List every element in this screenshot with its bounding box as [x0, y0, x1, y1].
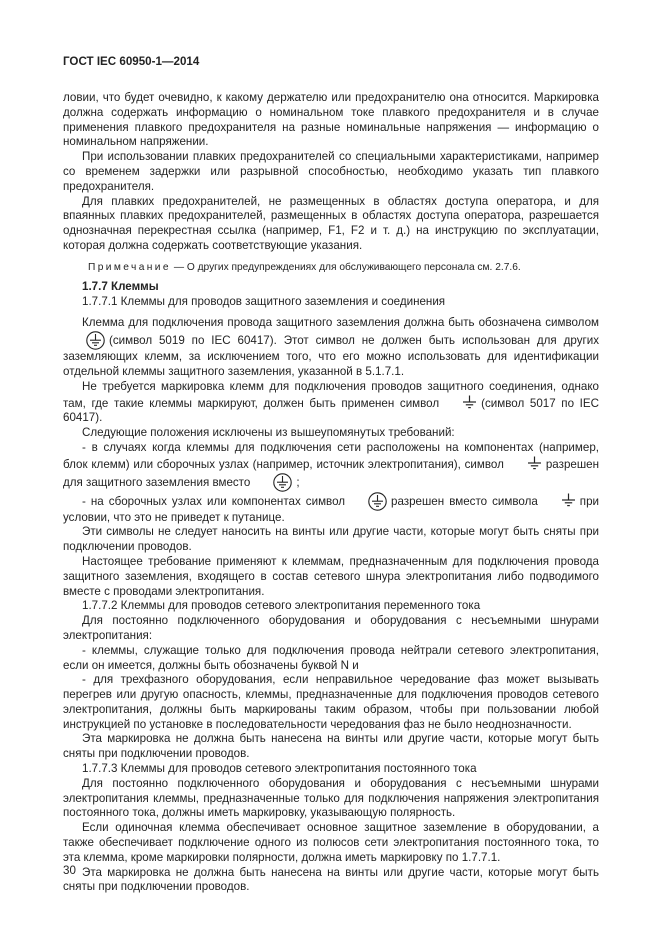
earth-ground-symbol-icon	[508, 456, 542, 470]
paragraph-text: - в случаях когда клеммы для подключения сети расположены на компонентах (например, блок клемм) или сборочных узлах (например, источник электропитания), символ	[63, 440, 599, 471]
paragraph	[63, 525, 599, 555]
heading-text: 1.7.7.2 Клеммы для проводов сетевого электропитания переменного тока	[82, 599, 481, 613]
note-label: Примечание	[88, 261, 171, 273]
clause-heading	[63, 280, 599, 295]
clause-heading	[63, 762, 599, 777]
paragraph-text: ;	[296, 475, 300, 489]
paragraph	[63, 380, 599, 426]
paragraph-text: Если одиночная клемма обеспечивает основное защитное заземление в оборудовании, а также обеспечивает подключение одного из полюсов сети электропитания постоянного тока, то эта клемма, кроме маркировки полярности, должна иметь маркировку по 1.7.7.1.	[63, 821, 599, 864]
paragraph-text: Для постоянно подключенного оборудования и оборудования с несъемными шнурами электропитания клеммы, предназначенные только для подключения напряжения электропитания постоянного тока, должны иметь маркировку, указывающую полярность.	[63, 776, 599, 820]
paragraph	[63, 555, 599, 599]
paragraph	[63, 821, 599, 865]
paragraph	[63, 316, 599, 379]
paragraph	[63, 91, 599, 150]
text-block	[63, 55, 599, 895]
paragraph-text: Для постоянно подключенного оборудования и оборудования с несъемными шнурами электропитания:	[63, 614, 599, 642]
paragraph-text: при условии, что это не приведет к путанице.	[63, 494, 599, 524]
paragraph-text: (символ 5019 по IEC 60417). Этот символ не должен быть использован для других заземляющих клемм, за исключением того, что его можно использовать для идентификации отдельной клеммы защитного заземления, указанной в 5.1.7.1.	[63, 334, 599, 378]
paragraph	[63, 492, 599, 526]
paragraph-text: разрешен для защитного заземления вместо	[63, 457, 599, 489]
note-text: — О других предупреждениях для обслуживающего персонала см. 2.7.6.	[173, 261, 521, 273]
paragraph	[63, 673, 599, 732]
note	[63, 261, 599, 274]
paragraph	[63, 777, 599, 821]
paragraph-text: Эта маркировка не должна быть нанесена на винты или другие части, которые могут быть сняты при подключении проводов.	[63, 865, 599, 894]
paragraph	[63, 866, 599, 896]
paragraph	[63, 150, 599, 194]
protective-earth-symbol-icon	[349, 492, 387, 511]
paragraph	[63, 426, 599, 441]
running-header: ГОСТ IEC 60950-1—2014	[63, 55, 200, 68]
paragraph-text: (символ 5017 по IEC 60417).	[63, 396, 599, 425]
heading-text: 1.7.7.1 Клеммы для проводов защитного заземления и соединения	[82, 294, 446, 308]
paragraph-text: Следующие положения исключены из вышеупомянутых требований:	[82, 426, 455, 440]
paragraph	[63, 441, 599, 492]
paragraph-text: При использовании плавких предохранителей со специальными характеристиками, например со временем задержки или разрывной способностью, необходимо указать тип плавкого предохранителя.	[63, 150, 599, 193]
page-number: 30	[63, 864, 76, 877]
protective-earth-symbol-icon	[254, 473, 292, 492]
paragraph-text: разрешен вместо символа	[391, 494, 538, 508]
clause-heading	[63, 599, 599, 614]
earth-ground-symbol-icon	[542, 493, 576, 507]
paragraph	[63, 614, 599, 644]
paragraph	[63, 644, 599, 674]
protective-earth-symbol-icon	[67, 331, 105, 350]
paragraph-text: Клемма для подключения провода защитного заземления должна быть обозначена символом	[82, 316, 599, 330]
paragraph-text: - на сборочных узлах или компонентах символ	[82, 494, 346, 508]
heading-text: 1.7.7 Клеммы	[82, 279, 159, 293]
paragraph-text: Эти символы не следует наносить на винты или другие части, которые могут быть сняты при подключении проводов.	[63, 525, 599, 554]
paragraph-text: - для трехфазного оборудования, если неправильное чередование фаз может вызывать перегрев или другую опасность, клеммы, предназначенные для подключения проводов сетевого электропитания, должны быть маркированы таким образом, чтобы при пользовании любой инструкцией по установке в последовательности чередования фаз не было неоднозначности.	[63, 673, 599, 731]
heading-text: 1.7.7.3 Клеммы для проводов сетевого электропитания постоянного тока	[82, 762, 477, 776]
paragraph-text: Не требуется маркировка клемм для подключения проводов защитного соединения, однако там, где такие клеммы маркируют, должен быть применен символ	[63, 379, 599, 410]
earth-ground-symbol-icon	[443, 395, 477, 409]
clause-heading	[63, 295, 599, 310]
paragraph-text: Эта маркировка не должна быть нанесена на винты или другие части, которые могут быть сняты при подключении проводов.	[63, 732, 599, 761]
paragraph-text: Для плавких предохранителей, не размещенных в областях доступа оператора, и для впаянных плавких предохранителей, размещенных в областях доступа оператора, разрешается однозначная перекрестная ссылка (например, F1, F2 и т. д.) на инструкцию по эксплуатации, которая должна содержать соответствующие указания.	[63, 194, 599, 252]
paragraph-text: Настоящее требование применяют к клеммам, предназначенным для подключения провода защитного заземления, входящего в состав сетевого шнура электропитания либо подводимого вместе с проводами электропитания.	[63, 554, 599, 598]
paragraph	[63, 732, 599, 762]
paragraph-text: - клеммы, служащие только для подключения провода нейтрали сетевого электропитания, если он имеется, должны быть обозначены буквой N и	[63, 643, 599, 672]
paragraph	[63, 195, 599, 254]
paragraph-text: ловии, что будет очевидно, к какому держателю или предохранителю она относится. Маркировка должна содержать информацию о номинальном токе плавкого предохранителя и в случае применения плавкого предохранителя на разные номинальные напряжения — информацию о номинальном напряжении.	[63, 91, 599, 149]
